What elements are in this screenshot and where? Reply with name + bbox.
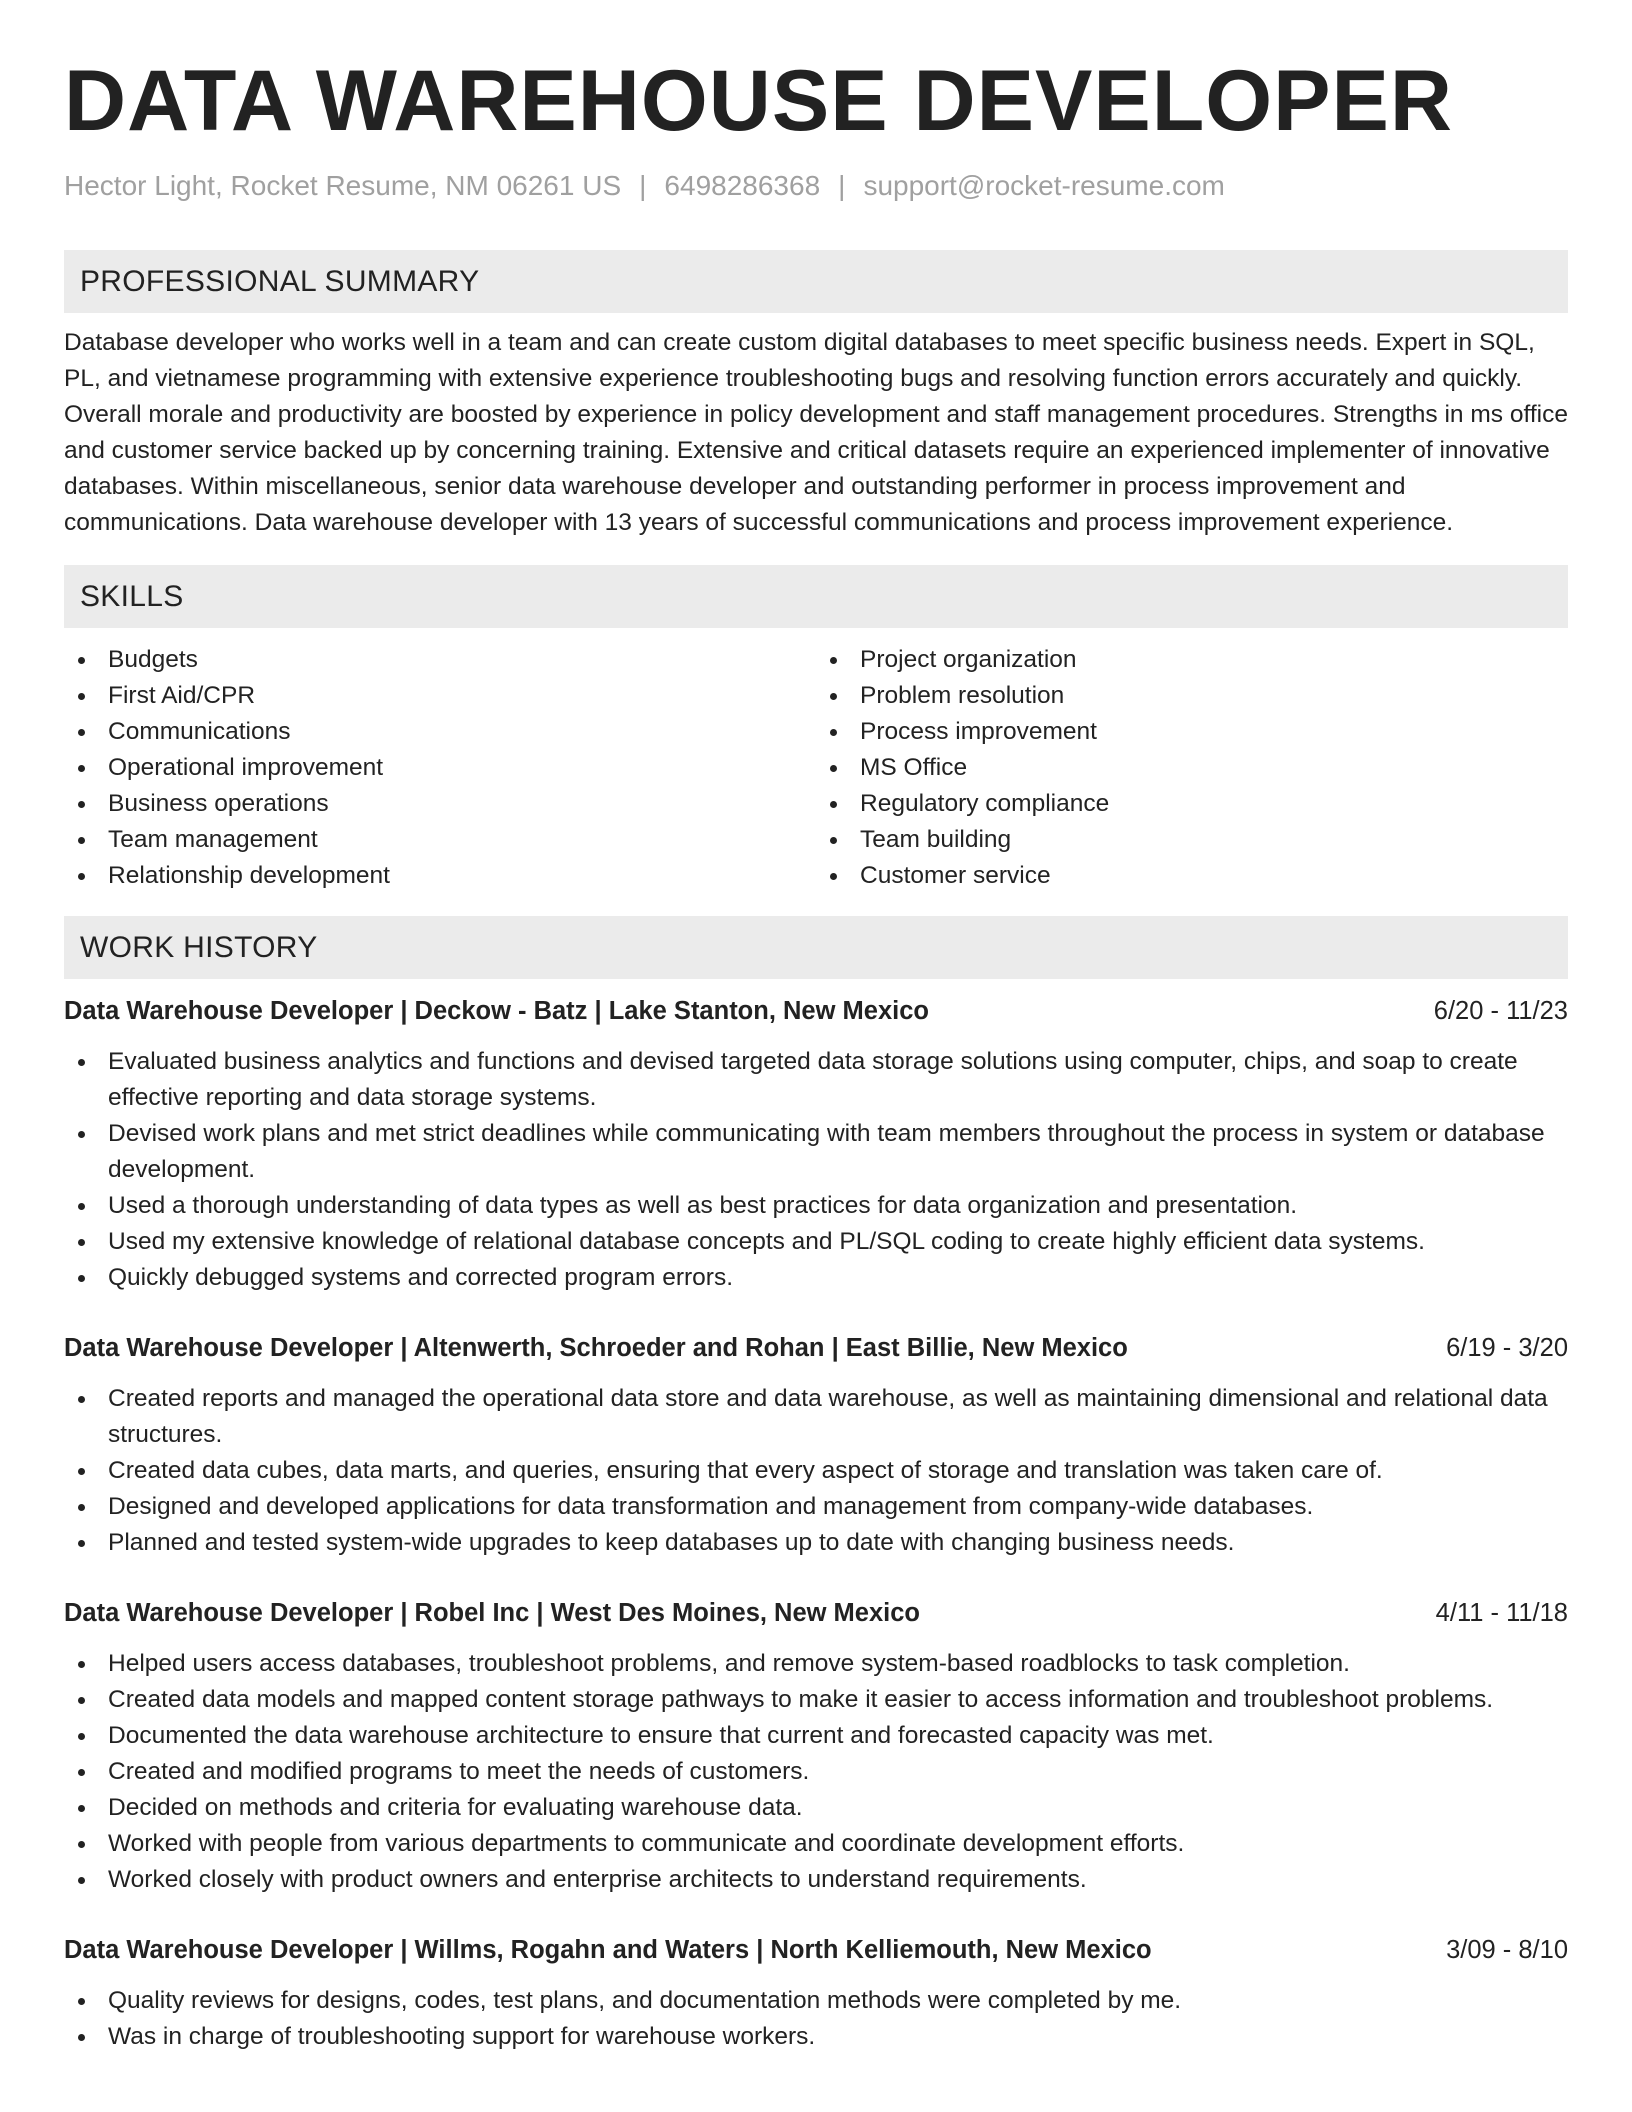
skill-item: Business operations <box>64 786 816 822</box>
job-entry <box>64 1330 1568 1561</box>
job-header <box>64 1595 1568 1631</box>
job-dates: 3/09 - 8/10 <box>1446 1936 1568 1964</box>
job-entry <box>64 1932 1568 2055</box>
skill-item: Operational improvement <box>64 750 816 786</box>
job-bullet: Created data cubes, data marts, and queries, ensuring that every aspect of storage and translation was taken care of. <box>64 1453 1568 1489</box>
skill-item: Customer service <box>816 858 1568 894</box>
job-bullet: Used my extensive knowledge of relational database concepts and PL/SQL coding to create highly efficient data systems. <box>64 1224 1568 1260</box>
section-heading-summary: PROFESSIONAL SUMMARY <box>64 250 1568 313</box>
job-bullet: Worked with people from various departments to communicate and coordinate development efforts. <box>64 1826 1568 1862</box>
job-entry <box>64 993 1568 1296</box>
job-bullet: Quality reviews for designs, codes, test plans, and documentation methods were completed by me. <box>64 1983 1568 2019</box>
job-bullet: Created reports and managed the operational data store and data warehouse, as well as maintaining dimensional and relational data structures. <box>64 1381 1568 1453</box>
job-bullet: Used a thorough understanding of data types as well as best practices for data organization and presentation. <box>64 1188 1568 1224</box>
job-entry <box>64 1595 1568 1898</box>
contact-phone: 6498286368 <box>664 170 821 201</box>
job-bullet: Planned and tested system-wide upgrades to keep databases up to date with changing business needs. <box>64 1525 1568 1561</box>
job-dates: 6/20 - 11/23 <box>1433 997 1568 1025</box>
job-title: Data Warehouse Developer | Willms, Rogahn and Waters | North Kelliemouth, New Mexico <box>64 1936 1152 1964</box>
summary-text: Database developer who works well in a team and can create custom digital databases to meet specific business needs. Expert in SQL, PL, and vietnamese programming with extensive experience troubleshooting bugs and resolving function errors accurately and quickly. Overall morale and productivity are boosted by experience in policy development and staff management procedures. Strengths in ms office and customer service backed up by concerning training. Extensive and critical datasets require an experienced implementer of innovative databases. Within miscellaneous, senior data warehouse developer and outstanding performer in process improvement and communications. Data warehouse developer with 13 years of successful communications and process improvement experience. <box>64 329 1568 536</box>
job-bullet: Quickly debugged systems and corrected program errors. <box>64 1260 1568 1296</box>
job-bullets <box>64 1044 1568 1296</box>
skill-item: Team building <box>816 822 1568 858</box>
skill-item: Project organization <box>816 642 1568 678</box>
skills-column-right <box>816 642 1568 894</box>
job-bullet: Was in charge of troubleshooting support for warehouse workers. <box>64 2019 1568 2055</box>
contact-separator: | <box>639 170 647 201</box>
skill-item: Regulatory compliance <box>816 786 1568 822</box>
section-heading-skills: SKILLS <box>64 565 1568 628</box>
job-bullet: Decided on methods and criteria for evaluating warehouse data. <box>64 1790 1568 1826</box>
section-heading-work: WORK HISTORY <box>64 916 1568 979</box>
contact-email[interactable]: support@rocket-resume.com <box>863 170 1225 201</box>
contact-separator: | <box>838 170 846 201</box>
job-bullet: Evaluated business analytics and functions and devised targeted data storage solutions using computer, chips, and soap to create effective reporting and data storage systems. <box>64 1044 1568 1116</box>
skill-item: MS Office <box>816 750 1568 786</box>
job-dates: 4/11 - 11/18 <box>1435 1599 1568 1627</box>
job-header <box>64 1932 1568 1968</box>
skill-item: Problem resolution <box>816 678 1568 714</box>
job-title: Data Warehouse Developer | Deckow - Batz | Lake Stanton, New Mexico <box>64 997 929 1025</box>
contact-line <box>64 172 1568 200</box>
job-bullets <box>64 1983 1568 2055</box>
job-title: Data Warehouse Developer | Altenwerth, Schroeder and Rohan | East Billie, New Mexico <box>64 1334 1128 1362</box>
job-bullets <box>64 1646 1568 1898</box>
job-bullet: Documented the data warehouse architecture to ensure that current and forecasted capacity was met. <box>64 1718 1568 1754</box>
skill-item: First Aid/CPR <box>64 678 816 714</box>
job-bullets <box>64 1381 1568 1561</box>
job-bullet: Devised work plans and met strict deadlines while communicating with team members throughout the process in system or database development. <box>64 1116 1568 1188</box>
job-bullet: Worked closely with product owners and enterprise architects to understand requirements. <box>64 1862 1568 1898</box>
skill-item: Relationship development <box>64 858 816 894</box>
job-dates: 6/19 - 3/20 <box>1446 1334 1568 1362</box>
job-title: Data Warehouse Developer | Robel Inc | West Des Moines, New Mexico <box>64 1599 921 1627</box>
job-header <box>64 1330 1568 1366</box>
job-bullet: Created data models and mapped content storage pathways to make it easier to access information and troubleshoot problems. <box>64 1682 1568 1718</box>
skills-list <box>64 642 1568 894</box>
skill-item: Budgets <box>64 642 816 678</box>
job-header <box>64 993 1568 1029</box>
skill-item: Communications <box>64 714 816 750</box>
skill-item: Process improvement <box>816 714 1568 750</box>
job-bullet: Helped users access databases, troubleshoot problems, and remove system-based roadblocks to task completion. <box>64 1646 1568 1682</box>
contact-address: Hector Light, Rocket Resume, NM 06261 US <box>64 170 622 201</box>
resume-title: DATA WAREHOUSE DEVELOPER <box>64 53 1453 149</box>
skill-item: Team management <box>64 822 816 858</box>
job-bullet: Designed and developed applications for data transformation and management from company-wide databases. <box>64 1489 1568 1525</box>
job-bullet: Created and modified programs to meet the needs of customers. <box>64 1754 1568 1790</box>
skills-column-left <box>64 642 816 894</box>
